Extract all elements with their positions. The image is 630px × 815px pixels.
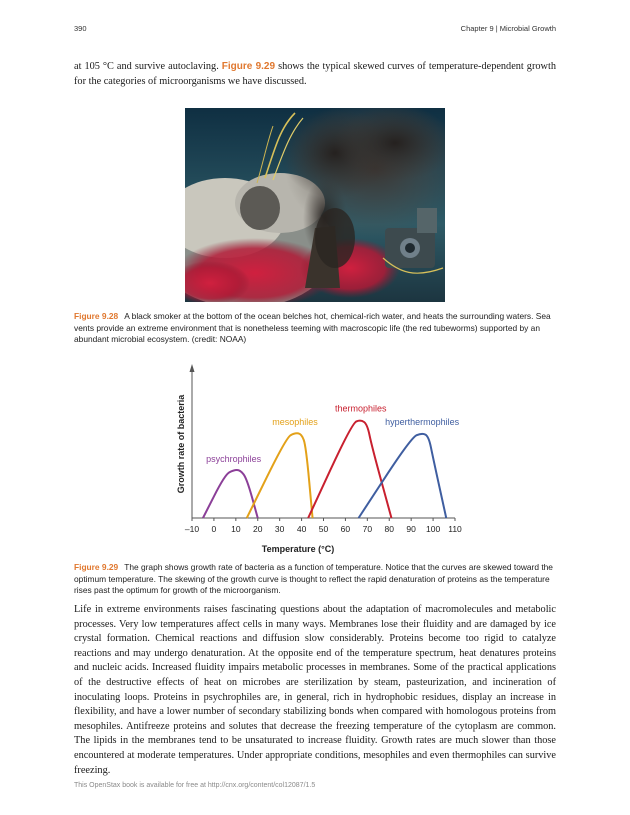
x-axis-label: Temperature (°C) xyxy=(261,544,335,554)
x-tick-group xyxy=(185,518,462,534)
x-tick-label: 110 xyxy=(448,524,462,534)
x-tick-label: 70 xyxy=(362,524,373,534)
figure-9-29-label: Figure 9.29 xyxy=(74,562,119,572)
figure-9-29-caption xyxy=(74,562,556,597)
x-tick-label: 50 xyxy=(318,524,329,534)
x-tick-label: 80 xyxy=(384,524,394,534)
x-tick-label: 20 xyxy=(253,524,263,534)
x-tick-label: 30 xyxy=(274,524,285,534)
chart-axes xyxy=(190,364,456,518)
x-tick-label: 100 xyxy=(425,524,441,534)
figure-9-28-caption xyxy=(74,311,556,346)
growth-rate-chart-svg xyxy=(170,360,465,560)
page-footer: This OpenStax book is available for free at http://cnx.org/content/col12087/1.5 xyxy=(74,782,316,789)
chapter-title: Chapter 9 | Microbial Growth xyxy=(460,24,556,33)
figure-9-29-link[interactable]: Figure 9.29 xyxy=(221,61,276,72)
x-tick-label: 0 xyxy=(211,524,217,534)
series-label-hyperthermophiles: hyperthermophiles xyxy=(385,416,460,427)
curve-thermophiles xyxy=(308,421,391,518)
curve-mesophiles xyxy=(247,433,313,518)
x-tick-label: 90 xyxy=(406,524,416,534)
intro-text-before: at 105 °C and survive autoclaving. xyxy=(74,61,222,72)
page-number: 390 xyxy=(74,24,87,33)
growth-rate-chart xyxy=(170,360,465,560)
x-tick-label: 10 xyxy=(231,524,241,534)
intro-paragraph xyxy=(74,60,556,89)
x-tick-label: –10 xyxy=(184,524,200,534)
curve-group xyxy=(203,421,446,518)
series-label-mesophiles: mesophiles xyxy=(272,416,318,427)
series-label-psychrophiles: psychrophiles xyxy=(206,454,262,464)
figure-9-28-caption-text: A black smoker at the bottom of the ocean belches hot, chemical-rich water, and heats the surrounding waters. Sea vents provide an extreme environment that is nonetheless teeming with macroscopic life (the red tubeworms) supported by an abundant microbial ecosystem. (credit: NOAA) xyxy=(74,311,551,345)
x-tick-label: 40 xyxy=(296,524,307,534)
figure-9-29-caption-text: The graph shows growth rate of bacteria as a function of temperature. Notice that the curves are skewed toward the optimum temperature. The skewing of the growth curve is thought to reflect the rapid denaturation of proteins as the temperature rises past the optimum for growth of the microorganism. xyxy=(74,562,553,596)
y-axis-arrow-icon xyxy=(190,364,195,372)
x-tick-label: 60 xyxy=(340,524,351,534)
intro-text-after: shows the typical skewed curves of temperature-dependent growth for the categories of microorganisms we have discussed. xyxy=(74,61,556,87)
main-paragraph: Life in extreme environments raises fascinating questions about the adaptation of macromolecules and metabolic processes. Very low temperatures affect cells in many ways. Membranes lose their fluidity and are damaged by ice crystal formation. Chemical reactions and diffusion slow considerably. Proteins become too rigid to catalyze reactions and may undergo denaturation. At the opposite end of the temperature spectrum, heat denatures proteins and nucleic acids. Increased fluidity impairs metabolic processes in membranes. Some of the practical applications of the destructive effects of heat on microbes are sterilization by steam, pasteurization, and incineration of inoculating loops. Proteins in psychrophiles are, in general, rich in hydrophobic residues, display an increase in flexibility, and have a lower number of secondary stabilizing bonds when compared with homologous proteins from mesophiles. Antifreeze proteins and solutes that decrease the freezing temperature of the cytoplasm are common. The lipids in the membranes tend to be unsaturated to increase fluidity. Growth rates are much slower than those encountered at moderate temperatures. Under appropriate conditions, mesophiles and even thermophiles can survive freezing. xyxy=(74,604,556,776)
figure-9-28-label: Figure 9.28 xyxy=(74,311,119,321)
black-smoker-photo xyxy=(185,108,445,302)
black-smoker-illustration xyxy=(185,108,445,302)
y-axis-label: Growth rate of bacteria xyxy=(176,394,186,494)
page-header xyxy=(74,24,556,38)
series-label-thermophiles: thermophiles xyxy=(334,403,387,414)
